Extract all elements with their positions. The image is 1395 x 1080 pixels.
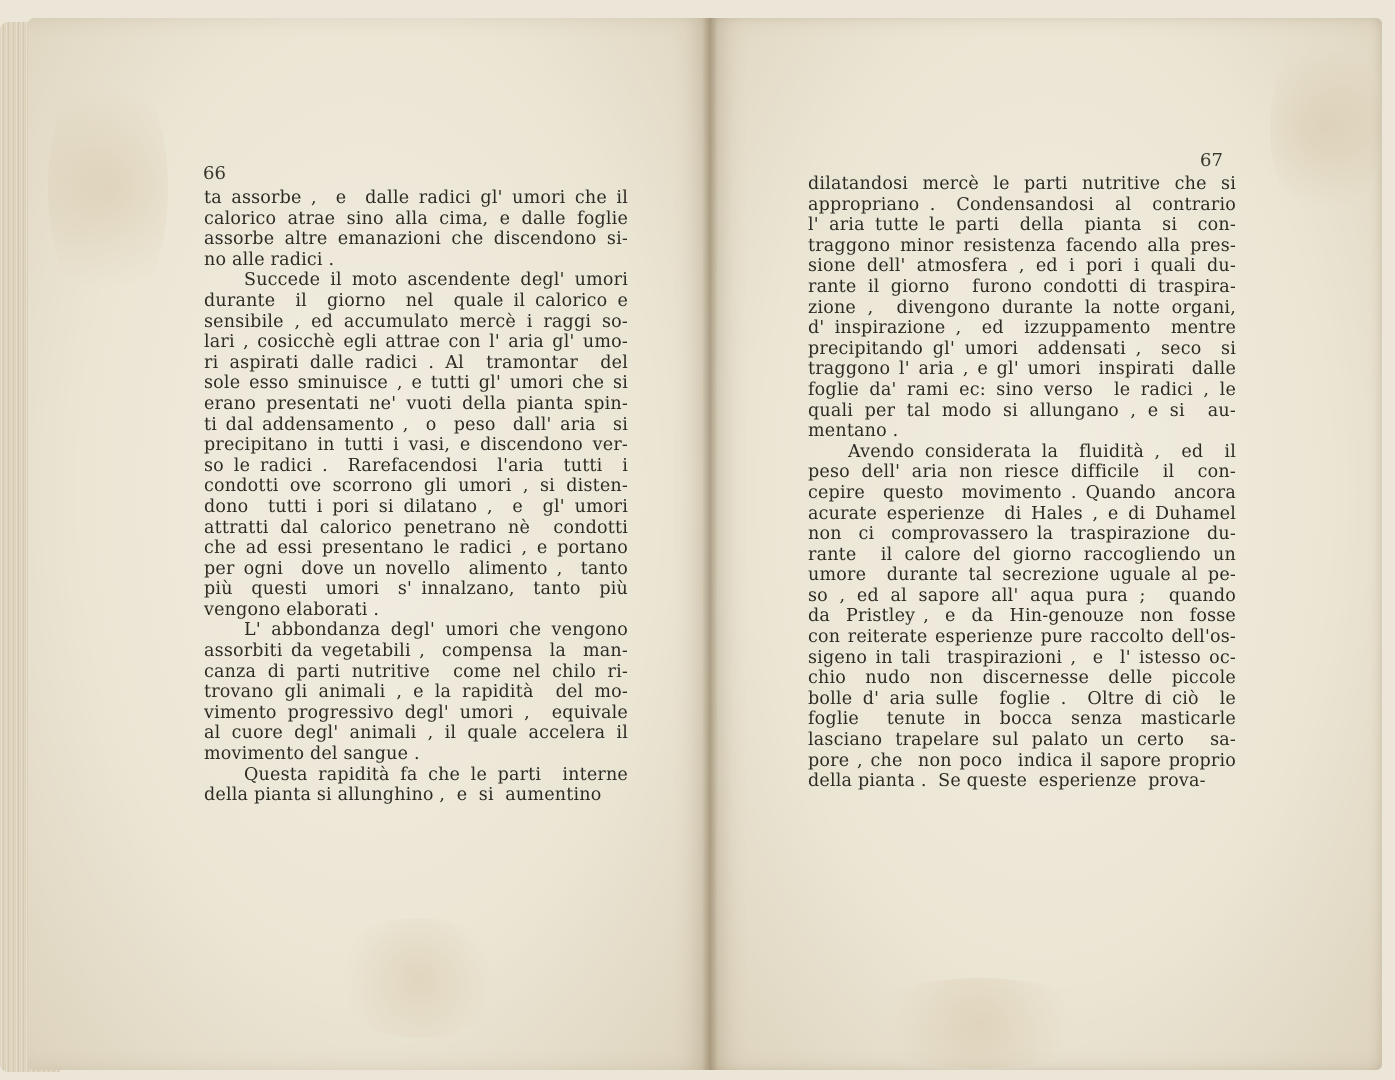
- text-line: della pianta si allunghino , e si aumentino: [204, 785, 602, 806]
- text-line: ti dal addensamento , o peso dall' aria si: [204, 414, 628, 435]
- text-line: l' aria tutte le parti della pianta si con-: [808, 215, 1236, 236]
- text-line: precipitando gl' umori addensati , seco si: [808, 338, 1236, 359]
- text-line: da Pristley , e da Hin-genouze non fosse: [808, 606, 1236, 627]
- text-line: della pianta . Se queste esperienze prova-: [808, 771, 1206, 792]
- page-number-right: 67: [1200, 150, 1223, 171]
- text-line: con reiterate esperienze pure raccolto dell'os-: [808, 627, 1236, 648]
- text-line: Questa rapidità fa che le parti interne: [244, 764, 628, 785]
- text-line: sione dell' atmosfera , ed i pori i quali du-: [808, 256, 1236, 277]
- text-line: ri aspirati dalle radici . Al tramontar del: [204, 352, 628, 373]
- text-line: calorico atrae sino alla cima, e dalle foglie: [204, 208, 628, 229]
- text-line: trovano gli animali , e la rapidità del mo-: [204, 682, 628, 703]
- text-line: traggono l' aria , e gl' umori inspirati dalle: [808, 359, 1236, 380]
- book-gutter: [702, 18, 718, 1070]
- text-line: no alle radici .: [204, 249, 335, 270]
- text-line: traggono minor resistenza facendo alla pres-: [808, 235, 1236, 256]
- text-line: dono tutti i pori si dilatano , e gl' umori: [204, 496, 628, 517]
- paper-stain: [328, 918, 508, 1038]
- text-line: Avendo considerata la fluidità , ed il: [848, 441, 1236, 462]
- right-page-text: [808, 174, 1236, 792]
- text-line: rante il giorno furono condotti di traspira-: [808, 276, 1236, 297]
- text-line: al cuore degl' animali , il quale accelera il: [204, 723, 628, 744]
- text-line: sole esso sminuisce , e tutti gl' umori che si: [204, 373, 628, 394]
- text-line: peso dell' aria non riesce difficile il con-: [808, 462, 1236, 483]
- text-line: non ci comprovassero la traspirazione du-: [808, 524, 1236, 545]
- text-line: lasciano trapelare sul palato un certo sa-: [808, 730, 1236, 751]
- text-line: zione , divengono durante la notte organi,: [808, 297, 1236, 318]
- text-line: so le radici . Rarefacendosi l'aria tutti i: [204, 455, 628, 476]
- paper-stain: [1270, 28, 1380, 228]
- paper-stain: [860, 978, 1100, 1068]
- text-line: dilatandosi mercè le parti nutritive che si: [808, 174, 1236, 194]
- text-line: precipitano in tutti i vasi, e discendono ver-: [204, 435, 628, 456]
- text-line: sensibile , ed accumulato mercè i raggi so-: [204, 311, 628, 332]
- text-line: vengono elaborati .: [204, 599, 380, 620]
- text-line: L' abbondanza degl' umori che vengono: [244, 620, 628, 641]
- text-line: foglie tenute in bocca senza masticarle: [808, 709, 1236, 730]
- text-line: vimento progressivo degl' umori , equivale: [204, 702, 628, 723]
- paper-stain: [48, 58, 168, 318]
- text-line: durante il giorno nel quale il calorico e: [204, 290, 628, 311]
- text-line: mentano .: [808, 421, 899, 442]
- text-line: umore durante tal secrezione uguale al pe-: [808, 565, 1236, 586]
- text-line: ta assorbe , e dalle radici gl' umori che il: [204, 188, 628, 208]
- text-line: più questi umori s' innalzano, tanto più: [204, 579, 628, 600]
- text-line: attratti dal calorico penetrano nè condotti: [204, 517, 628, 538]
- text-line: cepire questo movimento . Quando ancora: [808, 482, 1236, 503]
- text-line: lari , cosicchè egli attrae con l' aria gl' umo-: [204, 332, 628, 353]
- text-line: erano presentati ne' vuoti della pianta spin-: [204, 393, 628, 414]
- text-line: rante il calore del giorno raccogliendo un: [808, 544, 1236, 565]
- text-line: pore , che non poco indica il sapore proprio: [808, 750, 1236, 771]
- text-line: bolle d' aria sulle foglie . Oltre di ciò le: [808, 688, 1236, 709]
- text-line: per ogni dove un novello alimento , tanto: [204, 558, 628, 579]
- text-line: chio nudo non discernesse delle piccole: [808, 668, 1236, 689]
- text-line: Succede il moto ascendente degl' umori: [244, 270, 628, 291]
- text-line: acurate esperienze di Hales , e di Duhamel: [808, 503, 1236, 524]
- text-line: d' inspirazione , ed izzuppamento mentre: [808, 318, 1236, 339]
- text-line: foglie da' rami ec: sino verso le radici , le: [808, 379, 1236, 400]
- text-line: condotti ove scorrono gli umori , si disten-: [204, 476, 628, 497]
- text-line: sigeno in tali traspirazioni , e l' istesso oc-: [808, 647, 1236, 668]
- text-line: movimento del sangue .: [204, 744, 420, 765]
- text-line: che ad essi presentano le radici , e portano: [204, 538, 628, 559]
- text-line: assorbiti da vegetabili , compensa la man-: [204, 641, 628, 662]
- left-page-text: [204, 188, 628, 806]
- text-line: canza di parti nutritive come nel chilo ri-: [204, 661, 628, 682]
- page-number-left: 66: [203, 163, 226, 184]
- text-line: so , ed al sapore all' aqua pura ; quando: [808, 585, 1236, 606]
- text-line: appropriano . Condensandosi al contrario: [808, 194, 1236, 215]
- text-line: assorbe altre emanazioni che discendono si-: [204, 229, 628, 250]
- text-line: quali per tal modo si allungano , e si au-: [808, 400, 1236, 421]
